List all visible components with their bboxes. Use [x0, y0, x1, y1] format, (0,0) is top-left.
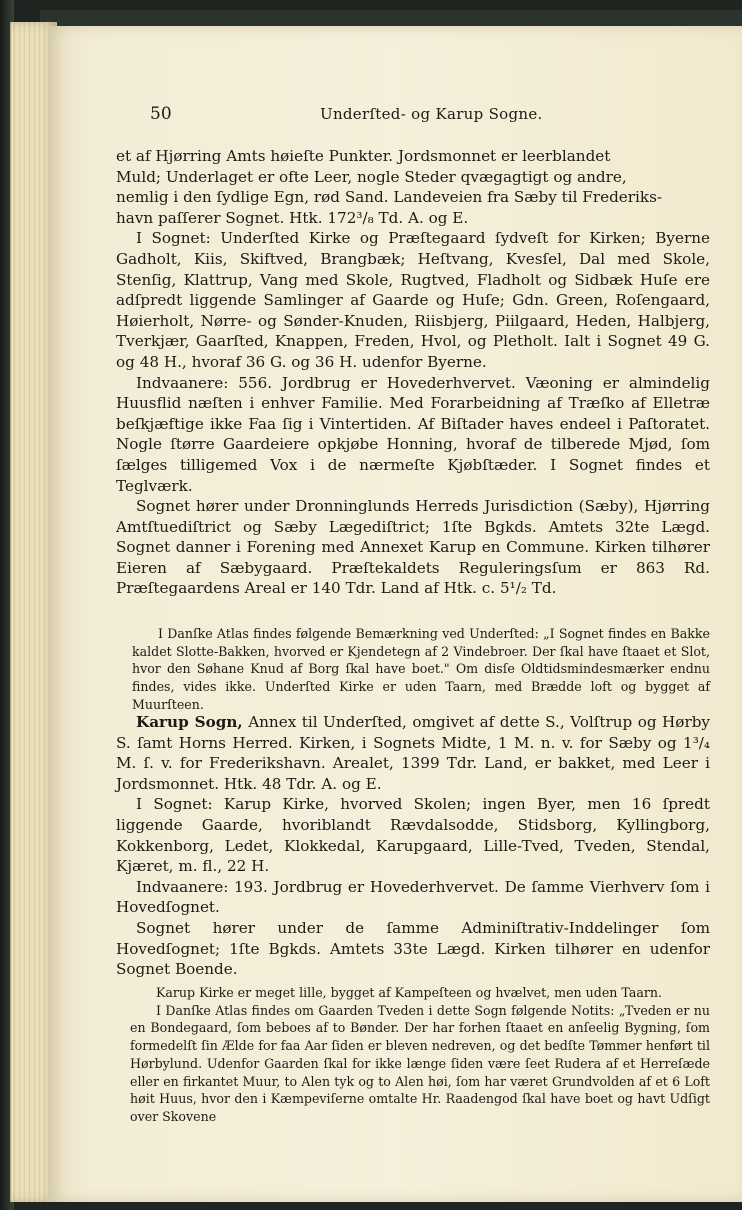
footnote-text: Karup Kirke er meget lille, bygget af Kampeſteen og hvælvet, men uden Taarn. [156, 985, 662, 1000]
section-heading: Karup Sogn, [136, 713, 243, 731]
footnote-text: I Danſke Atlas findes følgende Bemærkning ved Underſted: „I Sognet findes en Bakke kaldet Slotte-Bakken, hvorved er Kjendetegn af 2 Vindebroer. Der ſkal have ſtaaet et Slot, hvor den Søhane Knud af Borg ſkal have boet." Om disſe Oldtidsmindesmærker endnu findes, vides ikke. Underſted Kirke er uden Taarn, med Brædde loft og bygget af Muurſteen. [132, 626, 710, 712]
text-line: et af Hjørring Amts høieſte Punkter. Jordsmonnet er leerblandet [116, 147, 611, 165]
paragraph-jurisdiction: Sognet hører under Dronninglunds Herreds Jurisdiction (Sæby), Hjørring Amtſtuediſtrict og Sæby Lægediſtrict; 1ſte Bgkds. Amtets 32te Lægd. Sognet danner i Forening med Annexet Karup en Commune. Kirken tilhører Eieren af Sæbygaard. Præſtekaldets Reguleringsſum er 863 Rd. Præſtegaardens Areal er 140 Tdr. Land af Htk. c. 5¹/₂ Td. [116, 497, 710, 598]
paragraph-places: I Sognet: Underſted Kirke og Præſtegaard ſydveſt for Kirken; Byerne Gadholt, Kiis, Skiftved, Brangbæk; Heſtvang, Kvesſel, Dal med Skole, Stenſig, Klattrup, Vang med Skole, Rugtved, Fladholt og Sidbæk Huſe ere adſpredt liggende Samlinger af Gaarde og Huſe; Gdn. Green, Roſengaard, Høierholt, Nørre- og Sønder-Knuden, Riisbjerg, Piilgaard, Heden, Halbjerg, Tverkjær, Gaarſted, Knappen, Freden, Hvol, og Pletholt. Ialt i Sognet 49 G. og 48 H., hvoraf 36 G. og 36 H. udenfor Byerne. [116, 229, 710, 371]
karup-section [116, 712, 710, 980]
paragraph-places: I Sognet: Karup Kirke, hvorved Skolen; ingen Byer, men 16 ſpredt liggende Gaarde, hvoriblandt Rævdalsodde, Stidsborg, Kyllingborg, Kokkenborg, Ledet, Klokkedal, Karupgaard, Lille-Tved, Tveden, Stendal, Kjæret, m. fl., 22 H. [116, 795, 710, 876]
footnote-karup [130, 984, 710, 1126]
karup-intro-text: Annex til Underſted, omgivet af dette S., Volſtrup og Hørby S. ſamt Horns Herred. Kirken, i Sognets Midte, 1 M. n. v. for Sæby og 1³/₄ M. ſ. v. for Frederikshavn. Arealet, 1399 Tdr. Land, er bakket, med Leer i Jordsmonnet. Htk. 48 Tdr. A. og E. [116, 713, 711, 793]
text-line: nemlig i den ſydlige Egn, rød Sand. Landeveien fra Sæby til Frederiks- [116, 188, 663, 207]
understed-section [116, 146, 710, 599]
paragraph-jurisdiction: Sognet hører under de ſamme Adminiſtrativ-Inddelinger ſom Hovedſognet; 1ſte Bgkds. Amtets 33te Lægd. Kirken tilhører en udenfor Sognet Boende. [116, 918, 710, 979]
running-header [150, 104, 710, 128]
karup-intro [116, 712, 710, 794]
text-line: Muld; Underlaget er ofte Leer, nogle Steder qvægagtigt og andre, [116, 167, 627, 186]
text-line: havn paſſerer Sognet. Htk. 172³/₈ Td. A. og E. [116, 208, 469, 227]
running-title: Underſted- og Karup Sogne. [320, 105, 543, 123]
paragraph-population: Indvaanere: 556. Jordbrug er Hovederhvervet. Væoning er almindelig Huusflid næſten i enhver Familie. Med Forarbeidning af Træſko af Elletræ beſkjæftige ikke Faa ſig i Vintertiden. Af Biſtader haves endeel i Paſtoratet. Nogle ſtørre Gaardeiere opkjøbe Honning, hvoraf de tilberede Mjød, ſom ſælges tilligemed Vox i de nærmeſte Kjøbſtæder. I Sognet findes et Teglværk. [116, 373, 710, 495]
footnote-understed [132, 625, 710, 714]
page-number: 50 [150, 104, 172, 124]
footnote-text: I Danſke Atlas findes om Gaarden Tveden i dette Sogn følgende Notits: „Tveden er nu en Bondegaard, ſom beboes af to Bønder. Der har forhen ſtaaet en anſeelig Bygning, ſom formedelſt ſin Ælde for faa Aar ſiden er bleven nedreven, og det bedſte Tømmer henført til Hørbylund. Udenfor Gaarden ſkal for ikke længe ſiden være ſeet Rudera af et Herreſæde eller en firkantet Muur, to Alen tyk og to Alen høi, ſom har været Grundvolden af et 6 Loft høit Huus, hvor den i Kæmpeviſerne omtalte Hr. Raadengod ſkal have boet og havt Udſigt over Skovene [130, 1002, 710, 1124]
paragraph-population: Indvaanere: 193. Jordbrug er Hovederhvervet. De ſamme Vierhverv ſom i Hovedſognet. [116, 877, 710, 917]
